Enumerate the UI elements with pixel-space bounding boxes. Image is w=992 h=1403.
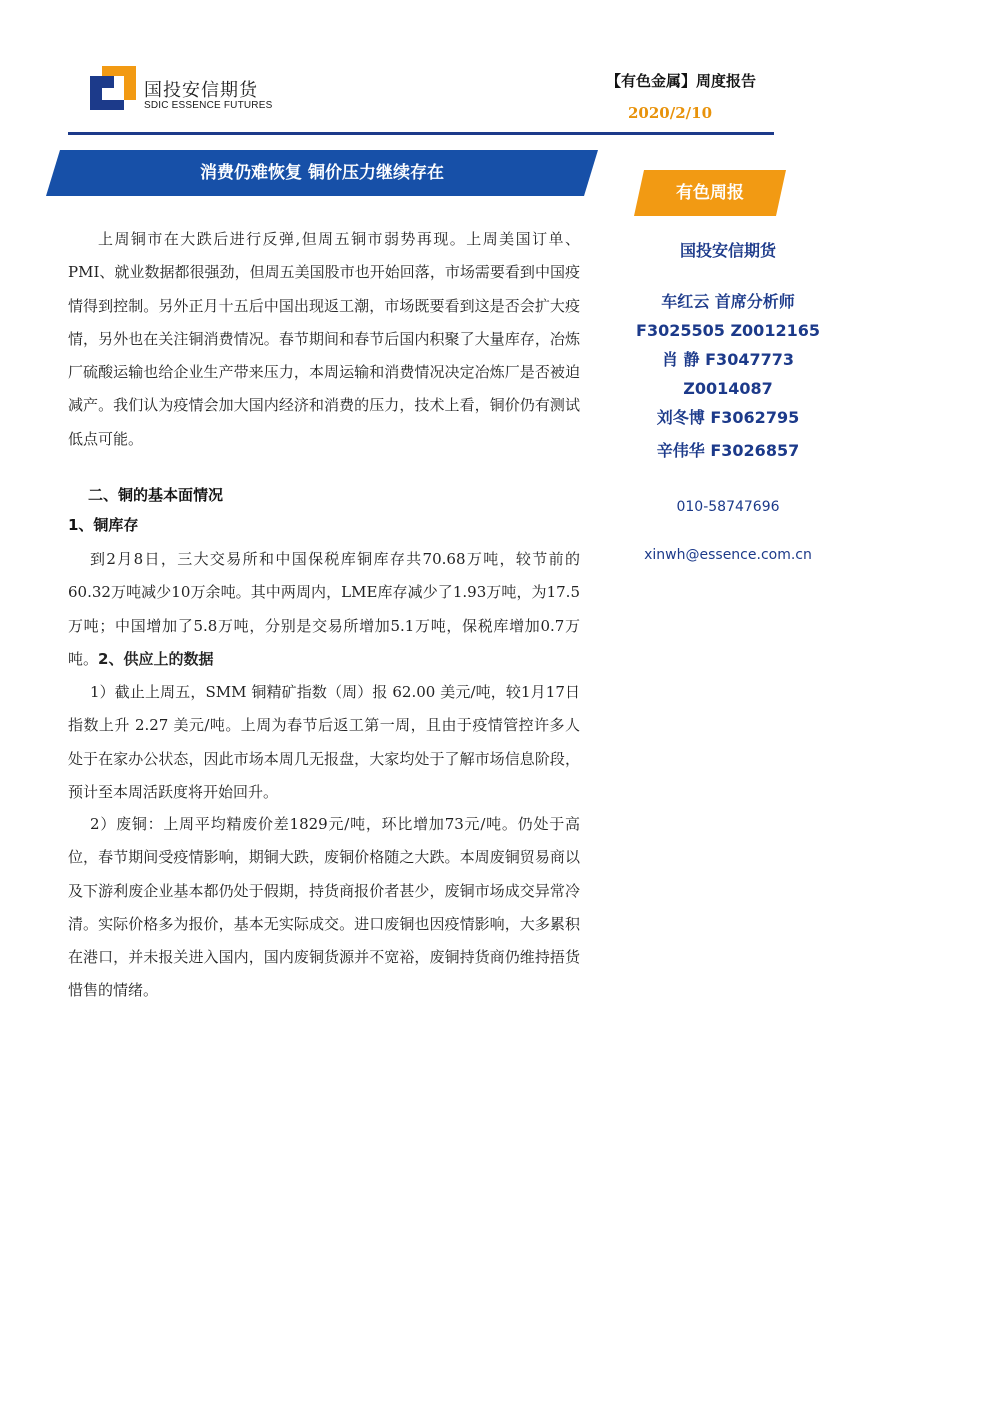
sidebar	[630, 234, 826, 563]
analyst-line: F3025505 Z0012165	[636, 321, 820, 340]
logo-chinese-name: 国投安信期货	[144, 80, 258, 101]
report-title: 消费仍难恢复 铜价压力继续存在	[200, 163, 444, 183]
sidebar-tag	[634, 170, 786, 216]
supply-paragraph-1: 1）截止上周五，SMM 铜精矿指数（周）报 62.00 美元/吨，较1月17日指数上升 2.27 美元/吨。上周为春节后返工第一周，且由于疫情管控许多人处于在家办公状态，因此市场本周几无报盘，大家均处于了解市场信息阶段，预计至本周活跃度将开始回升。	[68, 683, 580, 801]
company-logo	[90, 66, 280, 116]
analyst-line: 车红云 首席分析师	[661, 292, 795, 311]
analyst-line: 辛伟华 F3026857	[656, 441, 800, 460]
sidebar-email[interactable]: xinwh@essence.com.cn	[644, 547, 812, 563]
sidebar-tag-label: 有色周报	[676, 183, 744, 203]
sidebar-company: 国投安信期货	[679, 241, 776, 260]
subsection-heading: 1、铜库存	[68, 516, 139, 534]
analyst-line: 肖 静 F3047773	[661, 350, 794, 369]
summary-paragraph: 上周铜市在大跌后进行反弹,但周五铜市弱势再现。上周美国订单、PMI、就业数据都很强劲，但周五美国股市也开始回落，市场需要看到中国疫情得到控制。另外正月十五后中国出现返工潮，市场既要看到这是否会扩大疫情，另外也在关注铜消费情况。春节期间和春节后国内积聚了大量库存，冶炼厂硫酸运输也给企业生产带来压力，本周运输和消费情况决定冶炼厂是否被迫减产。我们认为疫情会加大国内经济和消费的压力，技术上看，铜价仍有测试低点可能。	[68, 230, 580, 448]
section-heading: 二、铜的基本面情况	[88, 486, 224, 504]
report-date: 2020/2/10	[628, 104, 713, 122]
header-divider	[68, 132, 774, 135]
inventory-paragraph	[68, 543, 580, 676]
sidebar-analysts	[630, 287, 826, 465]
supply-paragraph-2: 2）废铜：上周平均精废价差1829元/吨，环比增加73元/吨。仍处于高位，春节期间受疫情影响，期铜大跌，废铜价格随之大跌。本周废铜贸易商以及下游利废企业基本都仍处于假期，持货商报价者甚少，废铜市场成交异常冷清。实际价格多为报价，基本无实际成交。进口废铜也因疫情影响，大多累积在港口，并未报关进入国内，国内废铜货源并不宽裕，废铜持货商仍维持捂货惜售的情绪。	[68, 815, 580, 1000]
analyst-line: Z0014087	[683, 379, 773, 398]
subsection-heading-inline: 2、供应上的数据	[98, 649, 214, 668]
analyst-line: 刘冬博 F3062795	[656, 408, 800, 427]
title-banner	[46, 150, 598, 196]
report-type: 【有色金属】周度报告	[606, 72, 757, 90]
logo-mark-icon	[90, 66, 136, 112]
sidebar-phone: 010-58747696	[676, 499, 780, 515]
inventory-text: 到2月8日，三大交易所和中国保税库铜库存共70.68万吨，较节前的60.32万吨减少10万余吨。其中两周内，LME库存减少了1.93万吨，为17.5万吨；中国增加了5.8万吨，分别是交易所增加5.1万吨，保税库增加0.7万吨。	[68, 550, 580, 668]
logo-english-name: SDIC ESSENCE FUTURES	[144, 100, 273, 111]
